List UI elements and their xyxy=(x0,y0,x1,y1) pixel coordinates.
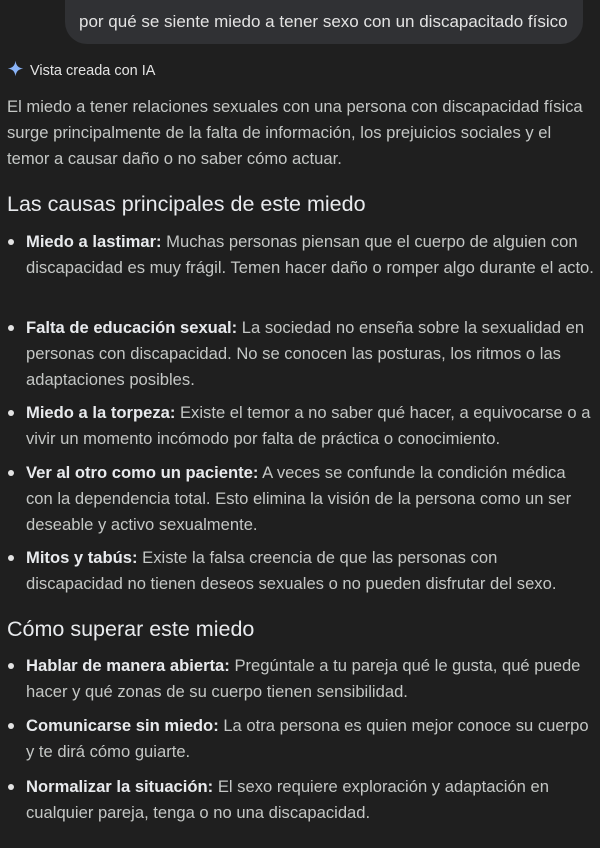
bullet-icon xyxy=(8,663,14,669)
ai-overview-label-text: Vista creada con IA xyxy=(30,62,156,79)
list-item xyxy=(0,545,600,605)
list-item xyxy=(0,774,600,834)
list-item-text: Pregúntale a tu pareja qué le gusta, qué puede hacer y qué zonas de su cuerpo tienen sensibilidad. xyxy=(26,656,581,701)
list-item xyxy=(0,400,600,460)
list-item-text: A veces se confunde la condición médica con la dependencia total. Esto elimina la visión de la persona como un ser deseable y activo sexualmente. xyxy=(26,463,572,534)
list-item-term: Ver al otro como un paciente: xyxy=(26,463,259,482)
bullet-icon xyxy=(8,723,14,729)
list-item-text: Muchas personas piensan que el cuerpo de alguien con discapacidad es muy frágil. Temen hacer daño o romper algo durante el acto. xyxy=(26,232,594,277)
list-item-term: Mitos y tabús: xyxy=(26,548,138,567)
sparkle-icon xyxy=(7,60,30,81)
user-query-text: por qué se siente miedo a tener sexo con un discapacitado físico xyxy=(79,12,568,31)
list-item-term: Falta de educación sexual: xyxy=(26,318,238,337)
bullet-icon xyxy=(8,555,14,561)
overcome-list xyxy=(0,653,600,834)
bullet-icon xyxy=(8,239,14,245)
list-item-term: Miedo a la torpeza: xyxy=(26,403,176,422)
list-item-text: La sociedad no enseña sobre la sexualidad en personas con discapacidad. No se conocen las posturas, los ritmos o las adaptaciones posibles. xyxy=(26,318,585,389)
intro-paragraph: El miedo a tener relaciones sexuales con una persona con discapacidad física surge principalmente de la falta de información, los prejuicios sociales y el temor a causar daño o no saber cómo actuar. xyxy=(7,97,583,168)
bullet-icon xyxy=(8,325,14,331)
bullet-icon xyxy=(8,784,14,790)
list-item-text: El sexo requiere exploración y adaptación en cualquier pareja, tenga o no una discapacidad. xyxy=(26,777,549,822)
section-heading-causes: Las causas principales de este miedo xyxy=(7,192,366,216)
causes-list xyxy=(0,229,600,605)
user-query-bubble xyxy=(65,0,583,44)
list-item-text: Existe la falsa creencia de que las personas con discapacidad no tienen deseos sexuales o no pueden disfrutar del sexo. xyxy=(26,548,557,593)
section-heading-overcome: Cómo superar este miedo xyxy=(7,617,255,641)
list-item-term: Normalizar la situación: xyxy=(26,777,214,796)
list-item-text: La otra persona es quien mejor conoce su cuerpo y te dirá cómo guiarte. xyxy=(26,716,589,761)
list-item-term: Hablar de manera abierta: xyxy=(26,656,230,675)
list-item xyxy=(0,653,600,713)
list-item xyxy=(0,460,600,545)
list-item-term: Miedo a lastimar: xyxy=(26,232,162,251)
ai-overview-label xyxy=(7,60,155,81)
list-item-text: Existe el temor a no saber qué hacer, a equivocarse o a vivir un momento incómodo por falta de práctica o conocimiento. xyxy=(26,403,591,448)
bullet-icon xyxy=(8,410,14,416)
list-item-term: Comunicarse sin miedo: xyxy=(26,716,219,735)
list-item xyxy=(0,713,600,774)
bullet-icon xyxy=(8,470,14,476)
list-item xyxy=(0,315,600,400)
list-item xyxy=(0,229,600,315)
